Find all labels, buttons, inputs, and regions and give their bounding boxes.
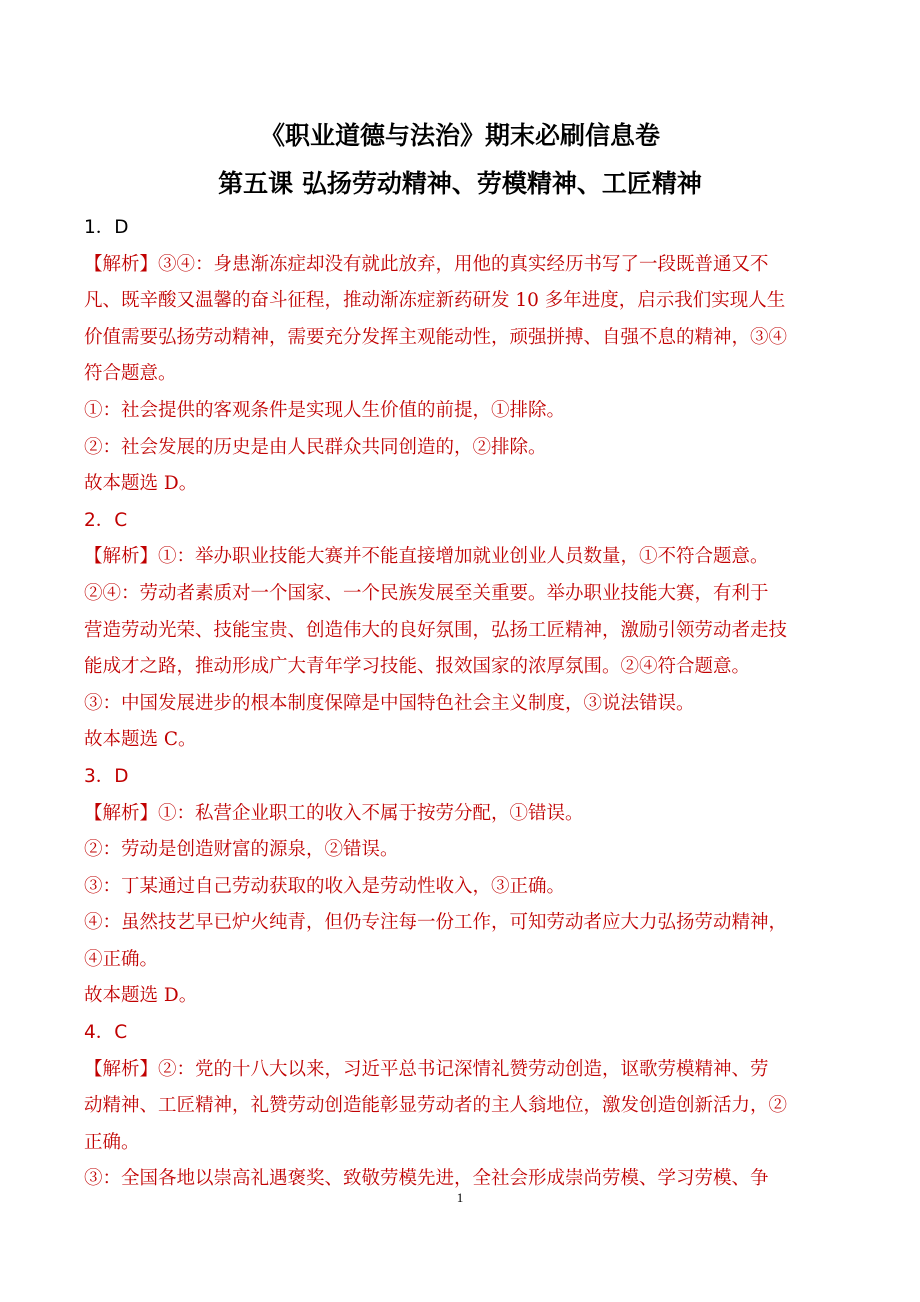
text-line: ③：丁某通过自己劳动获取的收入是劳动性收入，③正确。 — [84, 875, 566, 897]
text-line: 故本题选 D。 — [84, 985, 198, 1007]
lesson-title: 第五课 弘扬劳动精神、劳模精神、工匠精神 — [218, 169, 702, 198]
text-line: 凡、既辛酸又温馨的奋斗征程，推动渐冻症新药研发 10 多年进度，启示我们实现人生 — [84, 290, 786, 312]
text-line: 故本题选 D。 — [84, 473, 198, 495]
text-line: ④正确。 — [84, 948, 159, 970]
text-line: ②：社会发展的历史是由人民群众共同创造的，②排除。 — [84, 436, 547, 458]
text-line: ③：中国发展进步的根本制度保障是中国特色社会主义制度，③说法错误。 — [84, 692, 695, 714]
text-line: 故本题选 C。 — [84, 729, 197, 751]
text-line: ②④：劳动者素质对一个国家、一个民族发展至关重要。举办职业技能大赛，有利于 — [84, 582, 769, 604]
text-line: 能成才之路，推动形成广大青年学习技能、报效国家的浓厚氛围。②④符合题意。 — [84, 656, 751, 678]
text-line: 【解析】①：举办职业技能大赛并不能直接增加就业创业人员数量，①不符合题意。 — [84, 546, 769, 568]
text-line: 【解析】①：私营企业职工的收入不属于按劳分配，①错误。 — [84, 802, 584, 824]
text-line: ②：劳动是创造财富的源泉，②错误。 — [84, 839, 399, 861]
text-line: ①：社会提供的客观条件是实现人生价值的前提，①排除。 — [84, 399, 566, 421]
text-line: ③：全国各地以崇高礼遇褒奖、致敬劳模先进，全社会形成崇尚劳模、学习劳模、争 — [84, 1168, 769, 1190]
text-line: 【解析】②：党的十八大以来，习近平总书记深情礼赞劳动创造，讴歌劳模精神、劳 — [84, 1058, 769, 1080]
answer-content — [84, 210, 788, 1198]
page-number: 1 — [456, 1190, 464, 1205]
text-line: 2．C — [84, 509, 128, 531]
text-line: 动精神、工匠精神，礼赞劳动创造能彰显劳动者的主人翁地位，激发创造创新活力，② — [84, 1095, 788, 1117]
text-line: 营造劳动光荣、技能宝贵、创造伟大的良好氛围，弘扬工匠精神，激励引领劳动者走技 — [84, 619, 788, 641]
text-line: 4．C — [84, 1022, 128, 1044]
text-line: 1．D — [84, 217, 129, 238]
document-title: 《职业道德与法治》期末必刷信息卷 — [259, 121, 660, 150]
text-line: 正确。 — [84, 1131, 140, 1153]
text-line: 3．D — [84, 765, 129, 787]
text-line: 【解析】③④：身患渐冻症却没有就此放弃，用他的真实经历书写了一段既普通又不 — [84, 253, 769, 275]
text-line: ④：虽然技艺早已炉火纯青，但仍专注每一份工作，可知劳动者应大力弘扬劳动精神， — [84, 912, 788, 934]
text-line: 符合题意。 — [84, 363, 177, 385]
text-line: 价值需要弘扬劳动精神，需要充分发挥主观能动性，顽强拼搏、自强不息的精神，③④ — [84, 326, 788, 348]
